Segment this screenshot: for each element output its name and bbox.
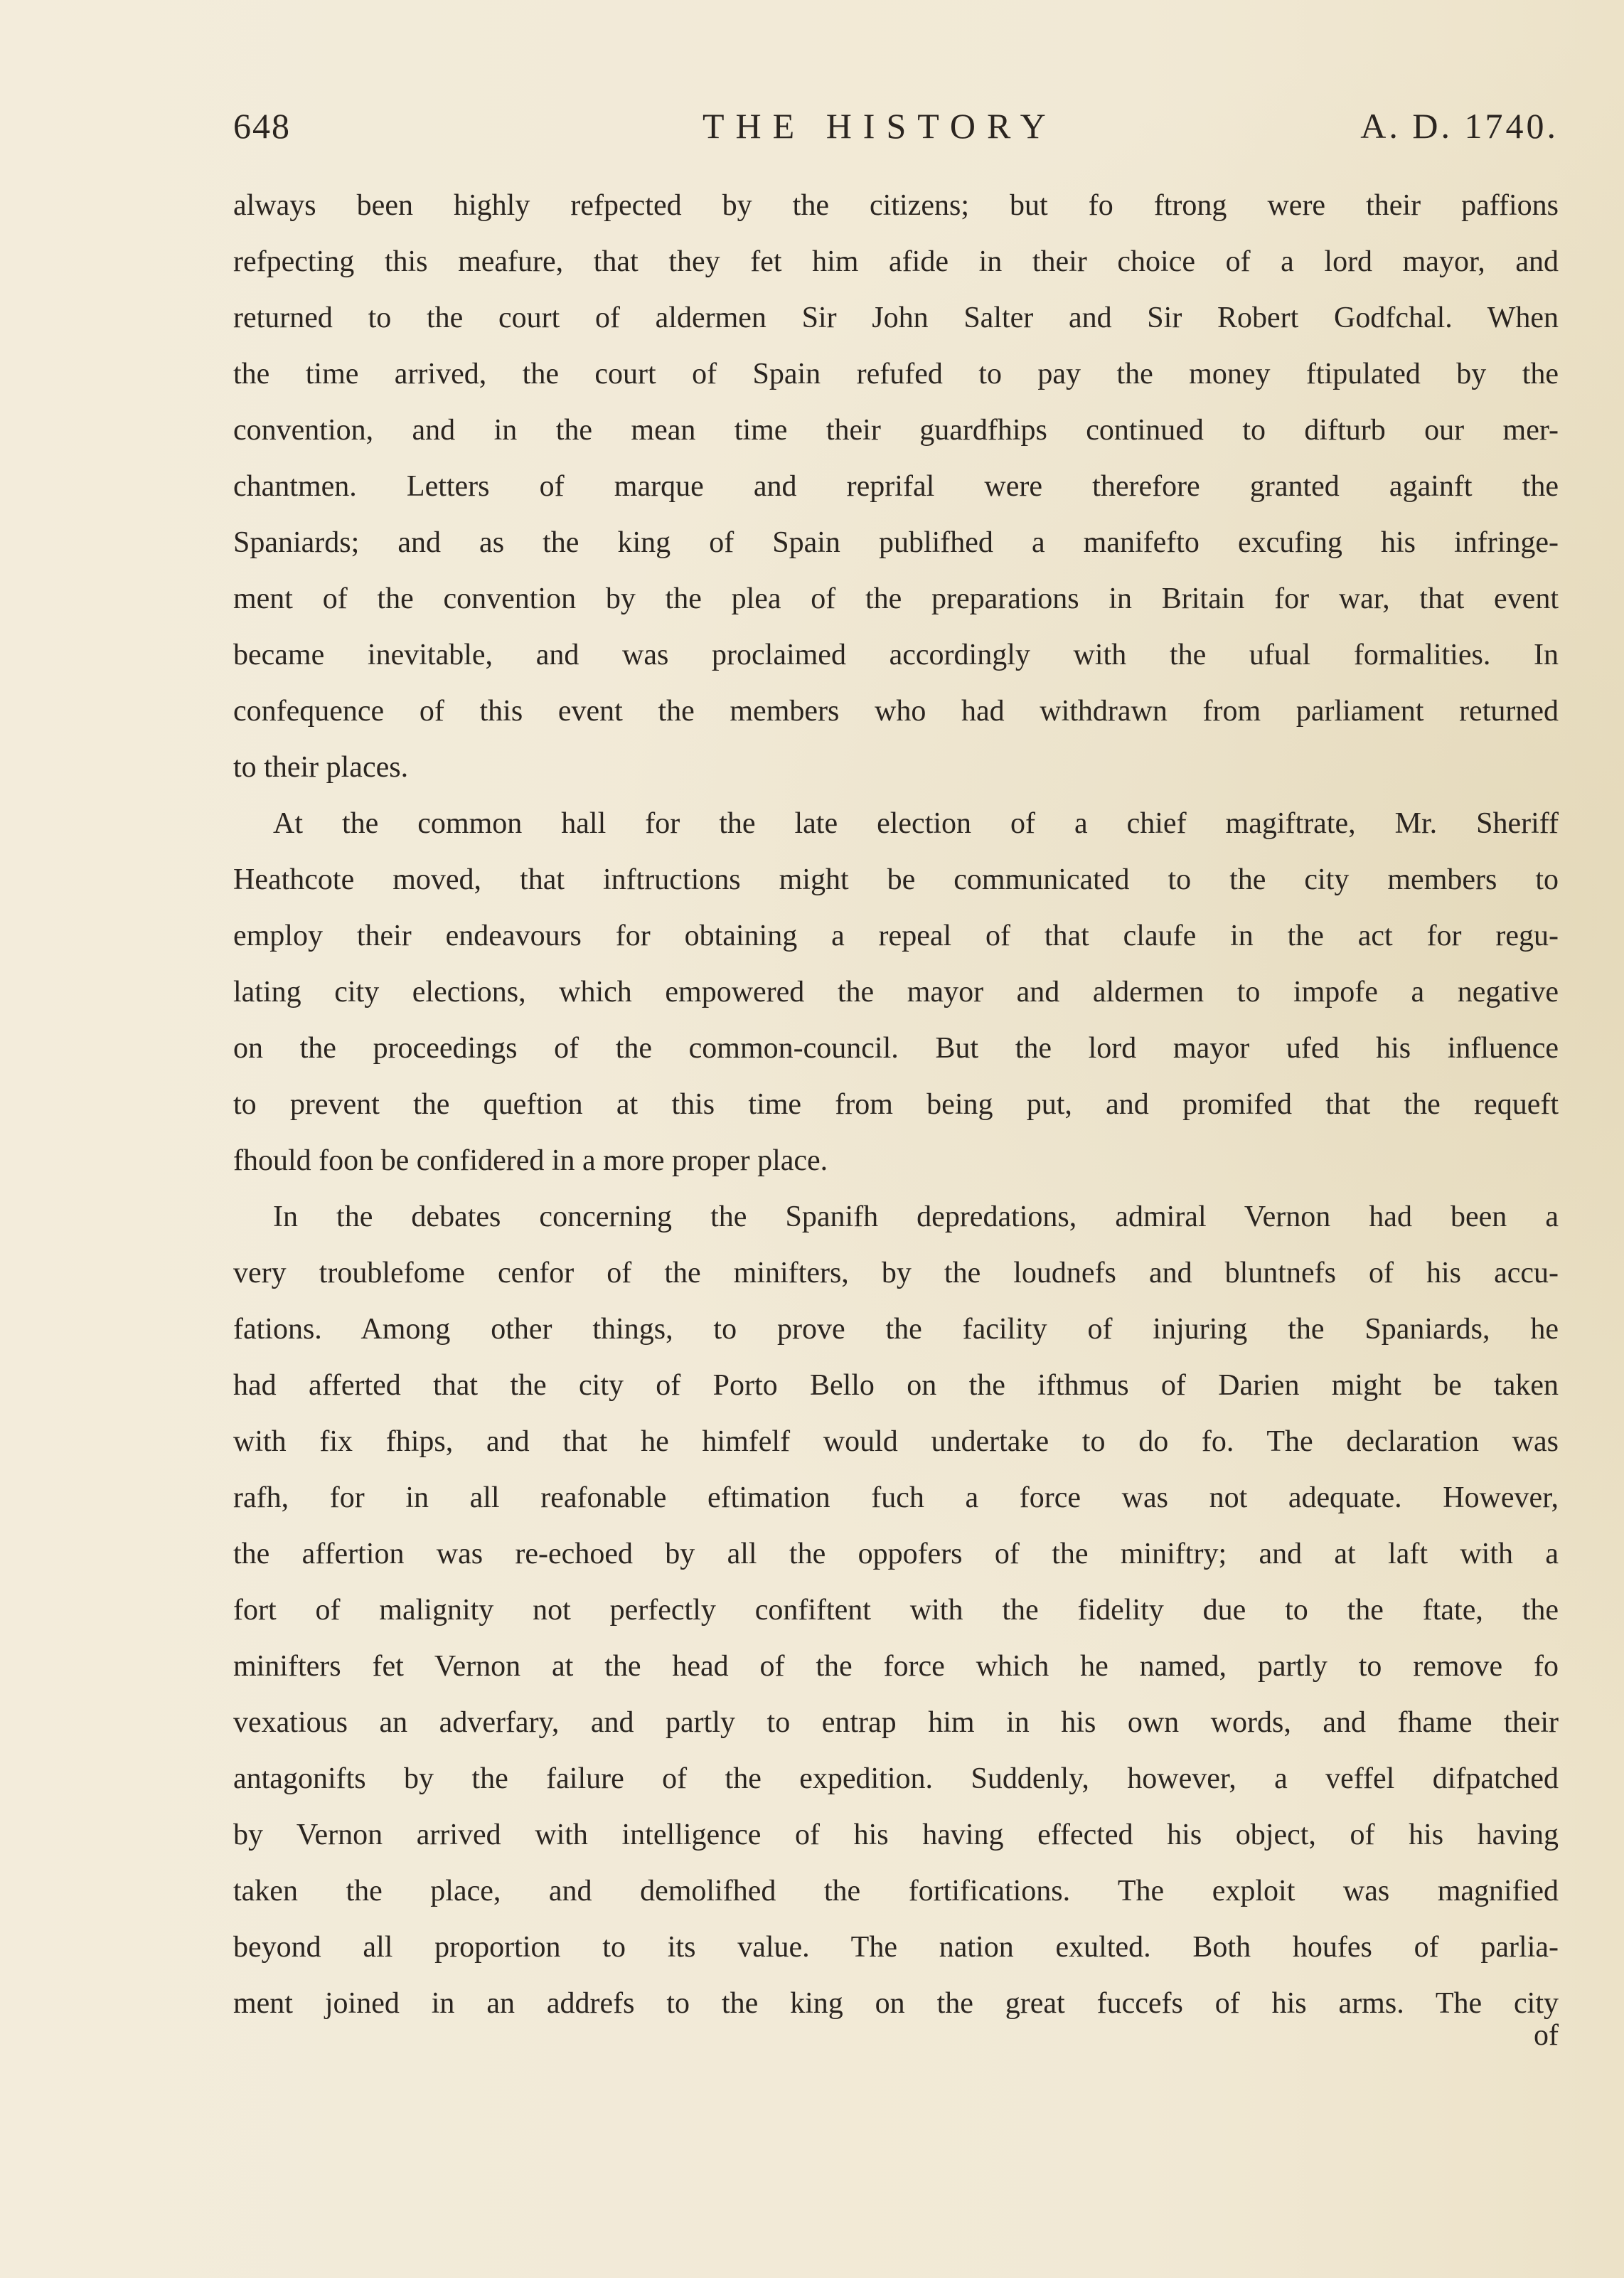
page-number: 648	[233, 106, 291, 146]
text-line: beyond all proportion to its value. The nation exulted. Both houfes of parlia-	[233, 1931, 1559, 1964]
text-line: fations. Among other things, to prove the facility of injuring the Spaniards, he	[233, 1313, 1559, 1346]
text-line: taken the place, and demolifhed the fortifications. The exploit was magnified	[233, 1875, 1559, 1907]
text-line: At the common hall for the late election of a chief magiftrate, Mr. Sheriff	[273, 807, 1559, 840]
text-line: the affertion was re-echoed by all the oppofers of the miniftry; and at laft with a	[233, 1538, 1559, 1570]
text-line: became inevitable, and was proclaimed accordingly with the ufual formalities. In	[233, 639, 1559, 671]
text-line: on the proceedings of the common-council. But the lord mayor ufed his influence	[233, 1032, 1559, 1065]
text-line: minifters fet Vernon at the head of the force which he named, partly to remove fo	[233, 1650, 1559, 1683]
text-line: Spaniards; and as the king of Spain publifhed a manifefto excufing his infringe-	[233, 526, 1559, 559]
text-line: ment of the convention by the plea of the preparations in Britain for war, that event	[233, 582, 1559, 615]
running-date: A. D. 1740.	[1360, 106, 1559, 146]
text-line: convention, and in the mean time their guardfhips continued to difturb our mer-	[233, 414, 1559, 447]
body-text	[233, 178, 1559, 2032]
text-line: to their places.	[233, 751, 409, 784]
text-line: In the debates concerning the Spanifh depredations, admiral Vernon had been a	[273, 1201, 1559, 1233]
text-line: always been highly refpected by the citizens; but fo ftrong were their paffions	[233, 189, 1559, 222]
running-title: THE HISTORY	[703, 106, 1057, 146]
text-line: had afferted that the city of Porto Bello on the ifthmus of Darien might be taken	[233, 1369, 1559, 1402]
text-line: vexatious an adverfary, and partly to entrap him in his own words, and fhame their	[233, 1706, 1559, 1739]
text-line: antagonifts by the failure of the expedition. Suddenly, however, a veffel difpatched	[233, 1762, 1559, 1795]
text-line: refpecting this meafure, that they fet him afide in their choice of a lord mayor, and	[233, 245, 1559, 278]
text-line: rafh, for in all reafonable eftimation fuch a force was not adequate. However,	[233, 1481, 1559, 1514]
text-line: employ their endeavours for obtaining a repeal of that claufe in the act for regu-	[233, 920, 1559, 952]
text-line: fort of malignity not perfectly confiftent with the fidelity due to the ftate, the	[233, 1594, 1559, 1627]
text-line: very troublefome cenfor of the minifters, by the loudnefs and bluntnefs of his accu-	[233, 1257, 1559, 1289]
text-line: returned to the court of aldermen Sir John Salter and Sir Robert Godfchal. When	[233, 302, 1559, 334]
text-line: to prevent the queftion at this time from being put, and promifed that the requeft	[233, 1088, 1559, 1121]
running-head	[233, 105, 1559, 162]
text-line: confequence of this event the members who had withdrawn from parliament returned	[233, 695, 1559, 728]
text-line: by Vernon arrived with intelligence of his having effected his object, of his having	[233, 1819, 1559, 1851]
text-line: fhould foon be confidered in a more proper place.	[233, 1144, 828, 1177]
text-line: the time arrived, the court of Spain refufed to pay the money ftipulated by the	[233, 358, 1559, 390]
text-line: with fix fhips, and that he himfelf would undertake to do fo. The declaration was	[233, 1425, 1559, 1458]
text-line: chantmen. Letters of marque and reprifal were therefore granted againft the	[233, 470, 1559, 503]
text-line: lating city elections, which empowered the mayor and aldermen to impofe a negative	[233, 976, 1559, 1008]
catchword: of	[1534, 2019, 1559, 2052]
text-line: Heathcote moved, that inftructions might be communicated to the city members to	[233, 863, 1559, 896]
text-line: ment joined in an addrefs to the king on the great fuccefs of his arms. The city	[233, 1987, 1559, 2020]
